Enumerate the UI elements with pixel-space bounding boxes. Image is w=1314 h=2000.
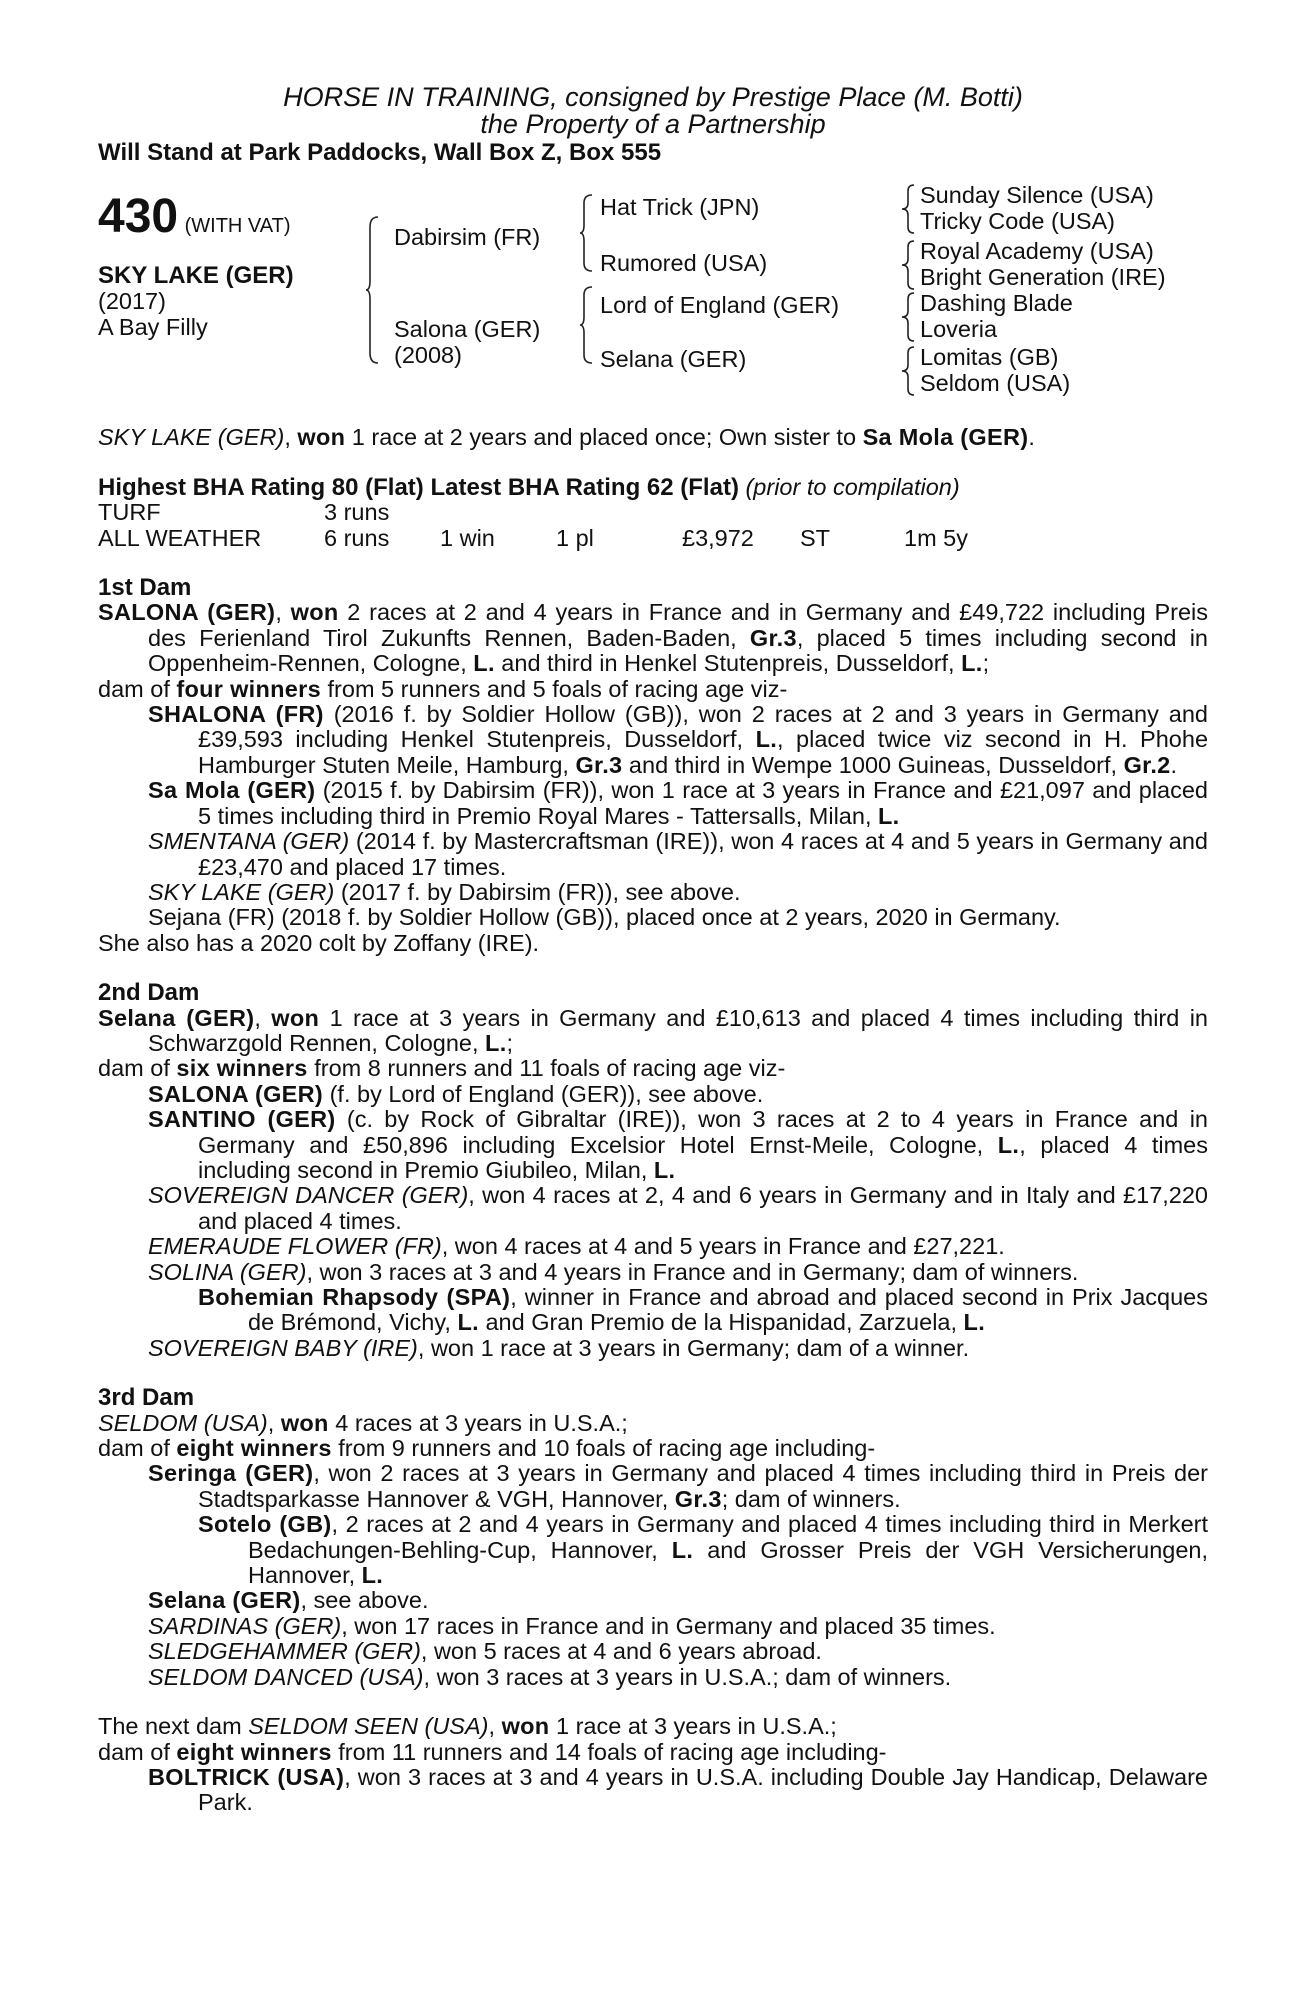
pedigree-brace	[580, 285, 594, 365]
pedigree-brace	[902, 345, 916, 397]
list-item: SOLINA (GER), won 3 races at 3 and 4 years in France and in Germany; dam of winners.	[148, 1258, 1079, 1285]
third-dam-record: SELDOM (USA), won 4 races at 3 years in U.S.A.;	[98, 1409, 628, 1436]
catalogue-page	[98, 84, 1208, 1816]
pedigree-brace	[580, 193, 594, 273]
first-dam-record: SALONA (GER), won 2 races at 2 and 4 years in France and in Germany and £49,722 including Preis des Ferienland Tirol Zukunfts Rennen, Baden-Baden, Gr.3, placed 5 times including second in Oppenheim-Rennen, Cologne, L. and third in Henkel Stutenpreis, Dusseldorf, L.;	[98, 599, 1209, 677]
list-item: Seringa (GER), won 2 races at 3 years in Germany and placed 4 times including third in Preis der Stadtsparkasse Hannover & VGH, Hannover, Gr.3; dam of winners.	[148, 1460, 1208, 1512]
sire: Dabirsim (FR)	[394, 224, 541, 251]
list-item: Bohemian Rhapsody (SPA), winner in France and abroad and placed second in Prix Jacques de Brémond, Vichy, L. and Gran Premio de la Hispanidad, Zarzuela, L.	[198, 1284, 1208, 1336]
list-item: SHALONA (FR) (2016 f. by Soldier Hollow (GB)), won 2 races at 2 and 3 years in Germany and £39,593 including Henkel Stutenpreis, Dusseldorf, L., placed twice viz second in H. Phohe Hamburger Stuten Meile, Hamburg, Gr.3 and third in Wempe 1000 Guineas, Dusseldorf, Gr.2.	[148, 701, 1209, 778]
third-dam-heading: 3rd Dam	[98, 1384, 195, 1412]
lot-number: 430	[98, 190, 179, 244]
third-dam-produce: dam of eight winners from 9 runners and 10 foals of racing age including-	[98, 1435, 876, 1462]
first-dam-note: She also has a 2020 colt by Zoffany (IRE).	[98, 929, 540, 956]
list-item: Sotelo (GB), 2 races at 2 and 4 years in Germany and placed 4 times including third in Merkert Bedachungen-Behling-Cup, Hannover, L. and Grosser Preis der VGH Versicherungen, Hannover, L.	[198, 1511, 1208, 1589]
sire-dam: Rumored (USA)	[600, 250, 768, 277]
list-item: SOVEREIGN BABY (IRE), won 1 race at 3 years in Germany; dam of a winner.	[148, 1334, 970, 1361]
list-item: BOLTRICK (USA), won 3 races at 3 and 4 years in U.S.A. including Double Jay Handicap, Delaware Park.	[148, 1763, 1208, 1816]
list-item: SMENTANA (GER) (2014 f. by Mastercraftsman (IRE)), won 4 races at 4 and 5 years in Germany and £23,470 and placed 17 times.	[148, 828, 1208, 880]
table-row: ALL WEATHER 6 runs 1 win 1 pl £3,972 ST 1m 5y	[98, 524, 968, 551]
vat-label: (WITH VAT)	[184, 215, 291, 238]
granddam-3: Loveria	[920, 316, 998, 343]
second-dam-heading: 2nd Dam	[98, 979, 200, 1007]
horse-description: A Bay Filly	[98, 314, 208, 341]
granddam-2: Bright Generation (IRE)	[920, 264, 1166, 291]
table-row: TURF 3 runs	[98, 499, 390, 526]
list-item: EMERAUDE FLOWER (FR), won 4 races at 4 and 5 years in France and £27,221.	[148, 1233, 1005, 1260]
stabling-line: Will Stand at Park Paddocks, Wall Box Z, Box 555	[98, 139, 662, 166]
first-dam-produce: dam of four winners from 5 runners and 5 foals of racing age viz-	[98, 675, 788, 702]
list-item: Sejana (FR) (2018 f. by Soldier Hollow (GB)), placed once at 2 years, 2020 in Germany.	[148, 904, 1061, 931]
property-line: the Property of a Partnership	[480, 109, 826, 139]
dam-sire: Lord of England (GER)	[600, 292, 840, 319]
pedigree-brace	[902, 239, 916, 291]
dam-year: (2008)	[394, 342, 462, 369]
consignor-line: HORSE IN TRAINING, consigned by Prestige Place (M. Botti)	[283, 82, 1023, 112]
horse-name: SKY LAKE (GER)	[98, 262, 294, 290]
second-dam-record: Selana (GER), won 1 race at 3 years in Germany and £10,613 and placed 4 times including third in Schwarzgold Rennen, Cologne, L.;	[98, 1004, 1208, 1056]
next-dam-record: The next dam SELDOM SEEN (USA), won 1 race at 3 years in U.S.A.;	[98, 1713, 837, 1740]
horse-year: (2017)	[98, 288, 166, 315]
list-item: SANTINO (GER) (c. by Rock of Gibraltar (IRE)), won 3 races at 2 to 4 years in France and in Germany and £50,896 including Excelsior Hotel Ernst-Meile, Cologne, L., placed 4 times including second in Premio Giubileo, Milan, L.	[148, 1106, 1208, 1183]
grandsire-4: Lomitas (GB)	[920, 344, 1059, 371]
dam-dam: Selana (GER)	[600, 346, 747, 373]
grandsire-2: Royal Academy (USA)	[920, 238, 1154, 265]
race-record-table	[98, 500, 968, 551]
sire-sire: Hat Trick (JPN)	[600, 194, 760, 221]
list-item: Sa Mola (GER) (2015 f. by Dabirsim (FR)), won 1 race at 3 years in France and £21,097 and placed 5 times including third in Premio Royal Mares - Tattersalls, Milan, L.	[148, 777, 1208, 829]
list-item: SALONA (GER) (f. by Lord of England (GER)), see above.	[148, 1080, 764, 1107]
pedigree-block	[98, 183, 1208, 423]
list-item: SLEDGEHAMMER (GER), won 5 races at 4 and 6 years abroad.	[148, 1638, 822, 1665]
granddam-1: Tricky Code (USA)	[920, 208, 1115, 235]
lot-heading	[98, 190, 291, 244]
list-item: SARDINAS (GER), won 17 races in France and in Germany and placed 35 times.	[148, 1612, 996, 1639]
grandsire-3: Dashing Blade	[920, 290, 1073, 317]
pedigree-brace	[902, 291, 916, 343]
list-item: SOVEREIGN DANCER (GER), won 4 races at 2, 4 and 6 years in Germany and in Italy and £17,220 and placed 4 times.	[148, 1182, 1209, 1234]
pedigree-brace	[366, 215, 380, 365]
next-dam-produce: dam of eight winners from 11 runners and 14 foals of racing age including-	[98, 1738, 887, 1765]
pedigree-brace	[902, 183, 916, 235]
second-dam-produce: dam of six winners from 8 runners and 11 foals of racing age viz-	[98, 1055, 786, 1082]
grandsire-1: Sunday Silence (USA)	[920, 182, 1154, 209]
list-item: SELDOM DANCED (USA), won 3 races at 3 years in U.S.A.; dam of winners.	[148, 1663, 952, 1690]
list-item: Selana (GER), see above.	[148, 1587, 429, 1614]
first-dam-heading: 1st Dam	[98, 574, 192, 602]
list-item: SKY LAKE (GER) (2017 f. by Dabirsim (FR)), see above.	[148, 878, 741, 905]
dam: Salona (GER)	[394, 316, 541, 343]
summary-line: SKY LAKE (GER), won 1 race at 2 years and placed once; Own sister to Sa Mola (GER).	[98, 424, 1035, 451]
granddam-4: Seldom (USA)	[920, 370, 1071, 397]
rating-line: Highest BHA Rating 80 (Flat) Latest BHA Rating 62 (Flat) (prior to compilation)	[98, 473, 960, 501]
